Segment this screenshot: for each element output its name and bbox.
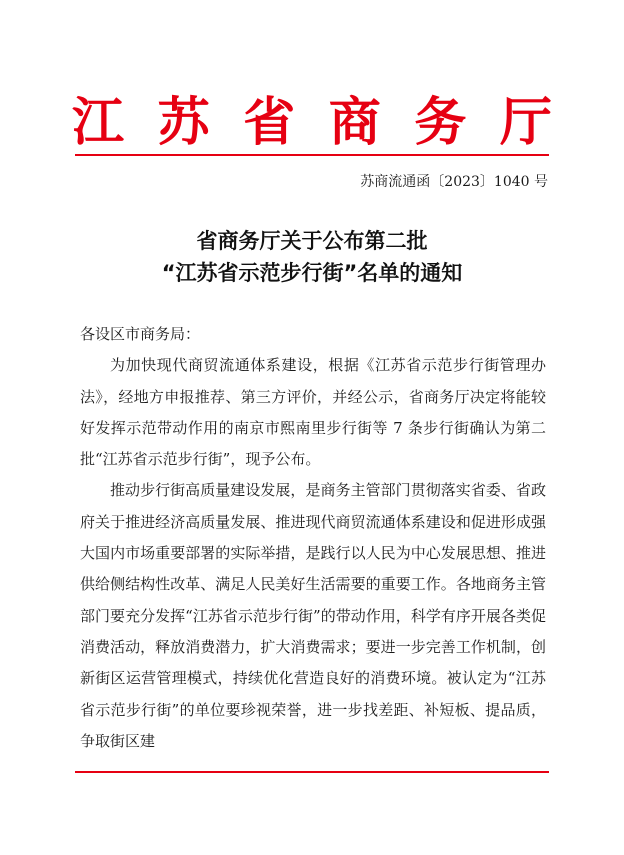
masthead-organization <box>72 88 552 158</box>
body-paragraph: 推动步行街高质量建设发展，是商务主管部门贯彻落实省委、省政府关于推进经济高质量发展、推进现代商贸流通体系建设和促进形成强大国内市场重要部署的实际举措，是践行以人民为中心发展思想、推进供给侧结构性改革、满足人民美好生活需要的重要工作。各地商务主管部门要充分发挥“江苏省示范步行街”的带动作用，科学有序开展各类促消费活动，释放消费潜力，扩大消费需求；要进一步完善工作机制，创新街区运营管理模式，持续优化营造良好的消费环境。被认定为“江苏省示范步行街”的单位要珍视荣誉，进一步找差距、补短板、提品质，争取街区建 <box>80 481 546 750</box>
masthead-char: 务 <box>414 93 467 153</box>
document-title-line-1: 省商务厅关于公布第二批 <box>196 229 428 253</box>
document-number: 苏商流通函〔2023〕1040 号 <box>360 174 548 190</box>
salutation: 各设区市商务局： <box>80 325 201 343</box>
masthead-char: 江 <box>72 93 125 153</box>
masthead-char: 苏 <box>157 93 210 153</box>
document-title-line-2: “江苏省示范步行街”名单的通知 <box>161 261 463 285</box>
footer-divider <box>75 771 549 773</box>
masthead-divider <box>75 154 549 156</box>
masthead-char: 厅 <box>499 93 552 153</box>
masthead-char: 商 <box>328 93 381 153</box>
body-paragraph: 为加快现代商贸流通体系建设，根据《江苏省示范步行街管理办法》，经地方申报推荐、第三方评价，并经公示，省商务厅决定将能较好发挥示范带动作用的南京市熙南里步行街等 7 条步行街确认为第二批“江苏省示范步行街”，现予公布。 <box>80 356 546 469</box>
masthead-char: 省 <box>243 93 296 153</box>
document-body <box>80 319 546 757</box>
